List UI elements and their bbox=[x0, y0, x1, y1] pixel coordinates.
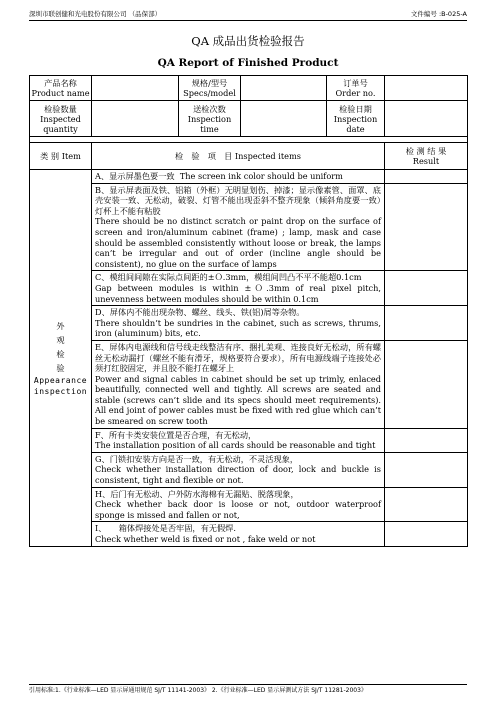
specs-model-label: 规格/型号 Specs/model bbox=[179, 76, 241, 101]
inspection-date-value[interactable] bbox=[385, 101, 468, 137]
table-row bbox=[30, 271, 468, 306]
item-c: C、模组间间隙在实际点间距的±Ｏ.3mm，模组间凹凸不平不能超0.1cm Gap between modules is within ±Ｏ.3mm of real pixel pitch, unevenness between modules should be within 0.1cm bbox=[92, 271, 385, 306]
info-row-product bbox=[30, 76, 468, 101]
result-d[interactable] bbox=[385, 306, 468, 341]
table-row bbox=[30, 487, 468, 522]
table-row bbox=[30, 522, 468, 546]
category-cn: 外观检验 bbox=[56, 320, 65, 373]
table-row bbox=[30, 452, 468, 487]
result-b[interactable] bbox=[385, 183, 468, 271]
table-row bbox=[30, 428, 468, 452]
item-b: B、显示屏表面及铁、铝箱（外框）无明显划伤、掉漆；显示像素管、面罩、底壳安装一致、无松动，破裂、灯管不能出现歪斜不整齐现象（倾斜角度要一致）灯杯上不能有粘胶 There should be no distinct scratch or paint drop on the surface of screen and iron/aluminum cabinet (frame) ; lamp, mask and case should be assembled consistently without loose or break, the lamps can’t be irregular and out of order (incline angle should be consistent), no glue on the surface of lamps bbox=[92, 183, 385, 271]
item-g: G、门锁扣安装方向是否一致，有无松动，不灵活现象， Check whether installation direction of door, lock and buckle is consistent, tight and flexible or not. bbox=[92, 452, 385, 487]
report-title-cn: QA 成品出货检验报告 bbox=[191, 34, 305, 48]
inspection-date-label: 检验日期 Inspection date bbox=[327, 101, 385, 137]
inspected-qty-label: 检验数量 Inspected quantity bbox=[30, 101, 92, 137]
items-header: 检 验 项 目 Inspected items bbox=[92, 143, 385, 170]
footer-divider bbox=[29, 684, 467, 685]
page-header bbox=[29, 10, 467, 19]
info-row-inspection bbox=[30, 101, 468, 137]
order-no-value[interactable] bbox=[385, 76, 468, 101]
inspected-qty-value[interactable] bbox=[92, 101, 179, 137]
item-f: F、所有卡类安装位置是否合理，有无松动， The installation position of all cards should be reasonable and tight bbox=[92, 428, 385, 452]
item-e: E、屏体内电源线和信号线走线整洁有序、捆扎美观、连接良好无松动，所有螺丝无松动漏打（螺丝不能有滑牙，规格要符合要求），所有电源线端子连接处必须打红胶固定，并且胶不能打在螺牙上 Power and signal cables in cabinet should be set up trimly, enlaced beautifully, connected well and tightly. All screws are seated and stable (screws can’t slide and its specs should meet requirements). All end joint of power cables must be fixed with red glue which can’t be smeared on screw tooth bbox=[92, 340, 385, 428]
category-en: Appearance inspection bbox=[33, 375, 88, 396]
product-name-label: 产品名称 Product name bbox=[30, 76, 92, 101]
specs-model-value[interactable] bbox=[241, 76, 327, 101]
inspection-time-value[interactable] bbox=[241, 101, 327, 137]
table-row bbox=[30, 306, 468, 341]
table-row bbox=[30, 170, 468, 184]
result-h[interactable] bbox=[385, 487, 468, 522]
result-i[interactable] bbox=[385, 522, 468, 546]
report-table bbox=[29, 75, 468, 547]
reference-standards: 引用标准:1.《行业标准—LED 显示屏通用规范 SJ/T 11141-2003》 2.《行业标准—LED 显示屏测试方法 SJ/T 11281-2003》 bbox=[29, 687, 367, 694]
order-no-label: 订单号 Order no. bbox=[327, 76, 385, 101]
table-row bbox=[30, 183, 468, 271]
result-c[interactable] bbox=[385, 271, 468, 306]
item-i: I、 箱体焊接处是否牢固，有无假焊. Check whether weld is fixed or not , fake weld or not bbox=[92, 522, 385, 546]
item-d: D、屏体内不能出现杂物、螺丝、线头、铁(铝)屑等杂物。 There shouldn’t be sundries in the cabinet, such as screws, thrums, iron (aluminum) bits, etc. bbox=[92, 306, 385, 341]
result-f[interactable] bbox=[385, 428, 468, 452]
result-a[interactable] bbox=[385, 170, 468, 184]
category-cell bbox=[30, 170, 92, 547]
product-name-value[interactable] bbox=[92, 76, 179, 101]
document-number: 文件编号 :B-025-A bbox=[410, 10, 467, 18]
result-g[interactable] bbox=[385, 452, 468, 487]
inspection-time-label: 送检次数 Inspection time bbox=[179, 101, 241, 137]
table-row bbox=[30, 340, 468, 428]
company-name: 深圳市联创健和光电股份有限公司 （品保部） bbox=[29, 10, 162, 18]
header-divider bbox=[29, 20, 467, 21]
result-e[interactable] bbox=[385, 340, 468, 428]
category-header: 类 别 Item bbox=[30, 143, 92, 170]
report-title-en: QA Report of Finished Product bbox=[157, 57, 339, 69]
table-header-row bbox=[30, 143, 468, 170]
item-a: A、显示屏墨色要一致 The screen ink color should be uniform bbox=[92, 170, 385, 184]
item-h: H、后门有无松动、户外防水海棉有无漏贴、脱落现象， Check whether back door is loose or not, outdoor waterproof sponge is missed and fallen or not, bbox=[92, 487, 385, 522]
result-header: 检 测 结 果 Result bbox=[385, 143, 468, 170]
